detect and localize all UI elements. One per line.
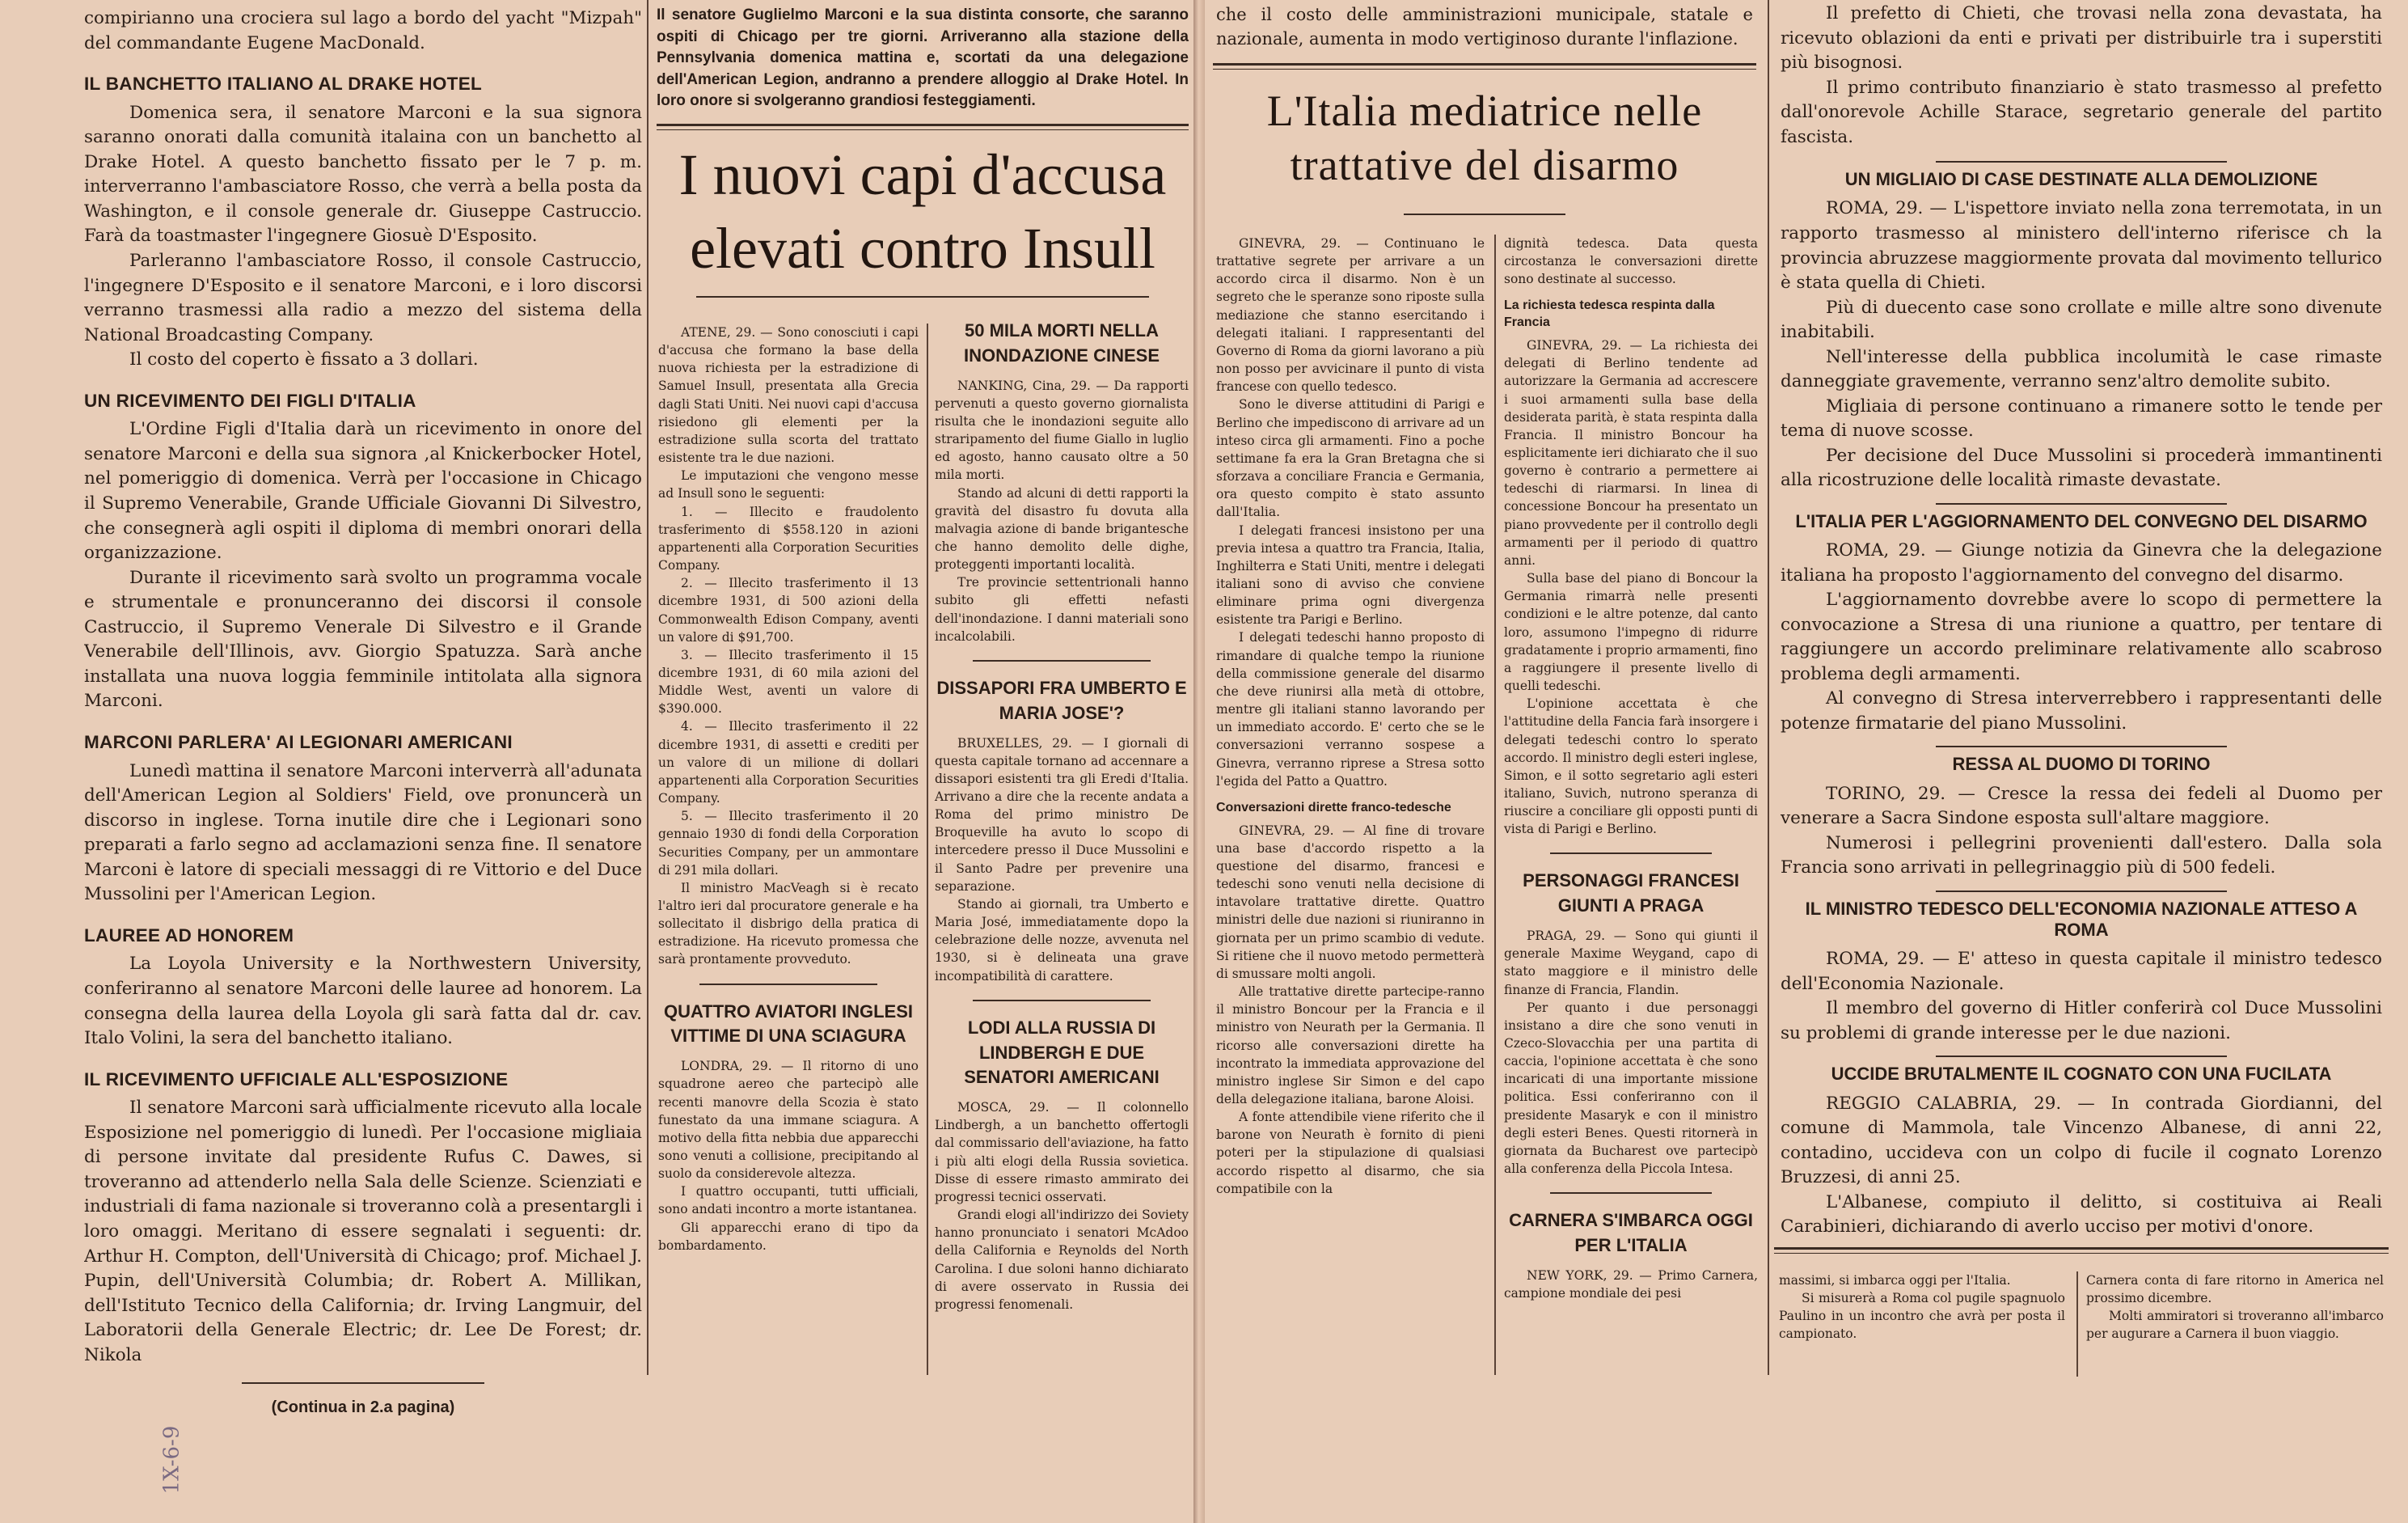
article-paragraph: massimi, si imbarca oggi per l'Italia. bbox=[1779, 1273, 2011, 1288]
section-esposizione bbox=[84, 1069, 642, 1369]
divider bbox=[1404, 214, 1565, 215]
article-heading: CARNERA S'IMBARCA OGGI PER L'ITALIA bbox=[1509, 1210, 1753, 1256]
marconi-caption: Il senatore Guglielmo Marconi e la sua distinta consorte, che saranno ospiti di Chicago per tre giorni. Arriveranno alla stazione della Pennsylvania domenica mattina e, scortati da una delegazione dell'American Legion, andranno a prendere alloggio al Drake Hotel. In loro onore si svolgeranno grandiosi festeggiamenti. bbox=[657, 6, 1189, 110]
article-paragraph: GINEVRA, 29. — La richiesta dei delegati di Berlino tendente ad autorizzare la Germania ad accrescere i suoi armamenti sulla base della desiderata parità, è stata respinta dalla Francia. Il ministro Boncour ha esplicitamente ieri dichiarato che il suo governo è contrario a permettere ai tedeschi di riarmarsi. In linea di concessione Boncour ha presentato un piano provvedente per il controllo degli armamenti per il periodo di quattro anni. bbox=[1504, 338, 1758, 568]
article-paragraph: Stando ad alcuni di detti rapporti la gravità del disastro fu dovuta alla malvagia azione di bande brigantesche che hanno demolito delle dighe, proteggenti importanti località. bbox=[935, 485, 1189, 573]
article-paragraph: 4. — Illecito trasferimento il 22 dicembre 1931, di assetti e crediti per un valore di un milione di dollari appartenenti alla Corporation Securities Company. bbox=[658, 719, 919, 806]
left-newspaper-page bbox=[0, 0, 1195, 1523]
article-paragraph: Il costo del coperto è fissato a 3 dollari. bbox=[129, 349, 479, 370]
carnera-continued-b bbox=[2081, 1271, 2389, 1343]
article-paragraph: Si misurerà a Roma col pugile spagnuolo Paulino in un incontro che avrà per posta il campionato. bbox=[1779, 1291, 2065, 1342]
section-heading: MARCONI PARLERA' AI LEGIONARI AMERICANI bbox=[84, 731, 513, 752]
article-paragraph: Parleranno l'ambasciatore Rosso, il console Castruccio, l'ingegnere D'Esposito e il senatore Marconi, e i loro discorsi verranno trasmessi alla radio a mezzo del sistema della National Broadcasting Company. bbox=[84, 251, 642, 345]
disarmo-article-column bbox=[1211, 235, 1489, 1198]
right-column-1 bbox=[1208, 0, 1761, 236]
article-paragraph: I delegati tedeschi hanno proposto di rimandare di qualche tempo la riunione della commissione generale del disarmo che deve riunirsi alla metà di ottobre, mentre gli italiani stanno lavorando per un immediato accordo. E' certo che se le conversazioni verranno sospese a Ginevra, verranno riprese a Stresa sotto l'egida del Patto a Quattro. bbox=[1216, 630, 1485, 789]
article-paragraph: Lunedì mattina il senatore Marconi interverrà all'adunata dell'American Legion al Soldiers' Field, ove pronuncerà un discorso in inglese. Torna inutile dire che i Legionari sono preparati a farlo segno ad acclamazioni senza fine. Il senatore Marconi è latore di speciali messaggi di re Vittorio e del Duce Mussolini per l'American Legion. bbox=[84, 760, 642, 905]
article-heading: LODI ALLA RUSSIA DI LINDBERGH E DUE SENATORI AMERICANI bbox=[964, 1017, 1160, 1088]
article-heading: DISSAPORI FRA UMBERTO E MARIA JOSE'? bbox=[936, 677, 1187, 723]
article-paragraph: BRUXELLES, 29. — I giornali di questa capitale tornano ad accennare a dissapori esistenti tra gli Eredi d'Italia. Arrivano a dire che la recente andata a Roma del primo ministro De Broqueville ha avuto lo scopo di intercedere presso il Duce Mussolini e il Santo Padre per prevenire una separazione. bbox=[935, 735, 1189, 894]
article-paragraph: Stando ai giornali, tra Umberto e Maria José, immediatamente dopo la celebrazione delle nozze, avvenuta nel 1930, si è delineata una grave incompatibilità di carattere. bbox=[935, 896, 1189, 984]
section-figli-italia bbox=[84, 391, 642, 714]
article-paragraph: PRAGA, 29. — Sono qui giunti il generale Maxime Weygand, capo di stato maggiore e il ministro delle finanze di Francia, Flandin. bbox=[1504, 929, 1758, 997]
headline-rule bbox=[1213, 63, 1756, 70]
article-paragraph: LONDRA, 29. — Il ritorno di uno squadrone aereo che partecipò alle recenti manovre della Scozia è stato funestato da una immane sciagura. A motivo della fitta nebbia due apparecchi sono venuti a collisione, precipitando al suolo da considerevole altezza. bbox=[658, 1059, 919, 1182]
article-paragraph: Il primo contributo finanziario è stato trasmesso al prefetto dall'onorevole Achille Starace, segretario generale del partito fascista. bbox=[1781, 77, 2382, 147]
article-paragraph: Il ministro MacVeagh si è recato l'altro ieri dal procuratore generale e ha sollecitato il disbrigo della pratica di estradizione. Ha ricevuto promessa che sarà prontamente provveduto. bbox=[658, 880, 919, 967]
insull-article-column bbox=[655, 324, 922, 1254]
article-heading: L'ITALIA PER L'AGGIORNAMENTO DEL CONVEGNO DEL DISARMO bbox=[1795, 510, 2368, 531]
divider bbox=[1936, 746, 2227, 747]
section-heading: IL BANCHETTO ITALIANO AL DRAKE HOTEL bbox=[84, 74, 483, 95]
article-paragraph: Per quanto i due personaggi insistano a dire che sono venuti in Czeco-Slovacchia per una partita di caccia, l'opinione accettata è che sono incaricati di una importante missione politica. Essi conferiranno con il presidente Masaryk e con il ministro degli esteri Benes. Questi ritornerà in giornata da Bucharest ove partecipò alla conferenza della Piccola Intesa. bbox=[1504, 1000, 1758, 1177]
article-paragraph: Numerosi i pellegrini provenienti dall'estero. Dalla sola Francia sono arrivati in pellegrinaggio più di 500 fedeli. bbox=[1781, 832, 2382, 878]
article-paragraph: L'Ordine Figli d'Italia darà un ricevimento in onore del senatore Marconi e della sua signora ,al Knickerbocker Hotel, nel pomeriggio di domenica. Verrà per l'occasione in Chicago il Supremo Venerabile, Grande Ufficiale Giovanni Di Silvestro, che consegnerà agli ospiti il diploma di membri onorari della organizzazione. bbox=[84, 419, 642, 564]
article-heading: UN MIGLIAIO DI CASE DESTINATE ALLA DEMOLIZIONE bbox=[1844, 169, 2318, 190]
section-rule bbox=[1774, 1247, 2389, 1254]
left-column-2 bbox=[652, 0, 1193, 306]
article-paragraph: TORINO, 29. — Cresce la ressa dei fedeli al Duomo per venerare a Sacra Sindone esposta sull'altare maggiore. bbox=[1781, 783, 2382, 829]
article-heading: RESSA AL DUOMO DI TORINO bbox=[1952, 754, 2211, 775]
headline-rule bbox=[657, 124, 1189, 130]
right-column-2 bbox=[1499, 235, 1763, 1302]
article-paragraph: Durante il ricevimento sarà svolto un programma vocale e strumentale e pronunceranno dei discorsi il console Castruccio, il Supremo Venerale Di Silvestro e il Grande Venerabile dell'Illinois, avv. Giorgio Spatuzza. Sarà anche installata una nuova loggia femminile intitolata alla signora Marconi. bbox=[84, 567, 642, 712]
article-paragraph: REGGIO CALABRIA, 29. — In contrada Giordianni, del comune di Mammola, tale Vincenzo Albanese, di anni 22, contadino, uccideva con un colpo di fucile il cognato Lorenzo Bruzzesi, di anni 25. bbox=[1781, 1093, 2382, 1188]
left-column-1 bbox=[84, 0, 642, 1417]
article-paragraph: Il prefetto di Chieti, che trovasi nella zona devastata, ha ricevuto oblazioni da enti e privati per distribuirle tra i superstiti più bisognosi. bbox=[1781, 3, 2382, 74]
carnera-continued-a bbox=[1774, 1271, 2070, 1343]
article-paragraph: Il senatore Marconi sarà ufficialmente ricevuto alla locale Esposizione nel pomeriggio di lunedì. Per l'occasione migliaia di persone invitate dal presidente Rufus C. Dawes, si troveranno ad attenderlo nella Sala delle Scienze. Scienziati e industriali di fama nazionale si troveranno colà a presentargli i loro omaggi. Meritano di essere segnalati i seguenti: dr. Arthur H. Compton, dell'Università di Chicago; prof. Michael J. Pupin, dell'Università Columbia; dr. Robert A. Millikan, dell'Istituto Tecnico della California; dr. Irving Langmuir, del Laboratorii della Generale Electric; dr. Lee De Forest; dr. Nikola bbox=[84, 1098, 642, 1365]
article-paragraph: A fonte attendibile viene riferito che il barone von Neurath è fornito di pieni poteri per la stipulazione di qualsiasi accordo rispetto al disarmo, che sia compatibile con la bbox=[1216, 1110, 1485, 1196]
article-paragraph: NANKING, Cina, 29. — Da rapporti pervenuti a questo governo giornalista risulta che le inondazioni seguite allo straripamento del fiume Giallo in luglio ed agosto, hanno causato oltre a 50 mila morti. bbox=[935, 378, 1189, 483]
column-rule bbox=[1494, 235, 1496, 1375]
divider bbox=[973, 660, 1151, 662]
pencil-margin-note: 1X-6-9 bbox=[159, 1425, 184, 1495]
continued-text: che il costo delle amministrazioni municipale, statale e nazionale, aumenta in modo vertiginoso durante l'inflazione. bbox=[1216, 5, 1753, 49]
article-paragraph: NEW YORK, 29. — Primo Carnera, campione mondiale dei pesi bbox=[1504, 1267, 1758, 1301]
article-paragraph: L'Albanese, compiuto il delitto, si costituiva ai Reali Carabinieri, dichiarando di averlo ucciso per motivi d'onore. bbox=[1781, 1191, 2382, 1237]
divider bbox=[1550, 852, 1712, 854]
right-column-3 bbox=[1774, 0, 2389, 1240]
section-heading: LAUREE AD HONOREM bbox=[84, 924, 294, 946]
article-paragraph: Grandi elogi all'indirizzo dei Soviety hanno pronunciato i senatori McAdoo della California e Reynolds del North Carolina. I due soloni hanno dichiarato di avere osservato in Russia dei progressi fenomenali. bbox=[935, 1208, 1189, 1312]
divider bbox=[973, 1000, 1151, 1001]
headline-insull: I nuovi capi d'accusa elevati contro Insull bbox=[678, 142, 1167, 281]
article-paragraph: ROMA, 29. — Giunge notizia da Ginevra che la delegazione italiana ha proposto l'aggiornamento del convegno del disarmo. bbox=[1781, 540, 2382, 586]
section-heading: IL RICEVIMENTO UFFICIALE ALL'ESPOSIZIONE bbox=[84, 1068, 509, 1089]
article-paragraph: Carnera conta di fare ritorno in America nel prossimo dicembre. bbox=[2086, 1273, 2384, 1306]
article-paragraph: ROMA, 29. — L'ispettore inviato nella zona terremotata, in un rapporto trasmesso al ministero dell'interno riferisce ch la provincia abruzzese maggiormente provata dal movimento tellurico è stata quella di Chieti. bbox=[1781, 198, 2382, 294]
article-paragraph: ROMA, 29. — E' atteso in questa capitale il ministro tedesco dell'Economia Nazionale. bbox=[1781, 949, 2382, 994]
continued-note: (Continua in 2.a pagina) bbox=[271, 1398, 455, 1417]
divider bbox=[1936, 161, 2227, 163]
column-rule bbox=[647, 0, 648, 1375]
divider bbox=[1550, 1192, 1712, 1194]
divider bbox=[242, 1382, 484, 1384]
subheading: Conversazioni dirette franco-tedesche bbox=[1216, 800, 1451, 814]
left-column-3 bbox=[932, 315, 1192, 1314]
article-paragraph: L'aggiornamento dovrebbe avere lo scopo di permettere la convocazione a Stresa di una riunione a quattro, per tentare di raggiungere un accordo preliminare relativamente allo scabroso problema degli armamenti. bbox=[1781, 590, 2382, 684]
article-paragraph: La Loyola University e la Northwestern University, conferiranno al senatore Marconi delle lauree ad honorem. La consegna della laurea della Loyola gli sarà fatta dal dr. cav. Italo Volini, la sera del banchetto italiano. bbox=[84, 954, 642, 1049]
section-heading: UN RICEVIMENTO DEI FIGLI D'ITALIA bbox=[84, 390, 416, 411]
article-paragraph: 1. — Illecito e fraudolento trasferimento di $558.120 in azioni appartenenti alla Corporation Securities Company. bbox=[658, 504, 919, 573]
article-paragraph: Sulla base del piano di Boncour la Germania rimarrà nelle presenti condizioni e le altre potenze, dal canto loro, assumono l'impegno di ridurre gradatamente i proprio armamenti, fino a raggiungere il presente livello di quelli tedeschi. bbox=[1504, 571, 1758, 694]
article-paragraph: Nell'interesse della pubblica incolumità le case rimaste danneggiate gravemente, verranno senz'altro demolite subito. bbox=[1781, 346, 2382, 392]
column-rule bbox=[1768, 0, 1769, 1375]
article-paragraph: GINEVRA, 29. — Continuano le trattative segrete per arrivare a un accordo circa il disarmo. Non è un segreto che le speranze sono riposte sulla mediazione che stanno esercitando i delegati italiani. I rappresentanti del Governo di Roma da giorni lavorano a più non posso per avvicinare il punto di vista francese con quello tedesco. bbox=[1216, 236, 1485, 395]
section-lauree bbox=[84, 925, 642, 1051]
article-paragraph: GINEVRA, 29. — Al fine di trovare una base d'accordo rispetto a la questione del disarmo, francesi e tedeschi sono venuti nella decisione di intavolare trattative dirette. Quattro ministri delle due nazioni si riuniranno in giornata per un primo scambio di vedute. Si ritiene che il nuovo metodo permetterà di smussare molti angoli. bbox=[1216, 823, 1485, 981]
subheading: La richiesta tedesca respinta dalla Francia bbox=[1504, 298, 1715, 330]
article-paragraph: Migliaia di persone continuano a rimanere sotto le tende per tema di nuove scosse. bbox=[1781, 396, 2382, 442]
column-rule bbox=[2076, 1271, 2078, 1377]
section-legionari bbox=[84, 732, 642, 907]
continued-text: compirianno una crociera sul lago a bordo del yacht "Mizpah" del commandante Eugene MacDonald. bbox=[84, 8, 642, 53]
divider bbox=[696, 296, 1149, 298]
article-paragraph: 5. — Illecito trasferimento il 20 gennaio 1930 di fondi della Corporation Securities Company, per un ammontare di 291 mila dollari. bbox=[658, 809, 919, 878]
divider bbox=[699, 984, 877, 985]
article-paragraph: Gli apparecchi erano di tipo da bombardamento. bbox=[658, 1220, 919, 1253]
right-newspaper-page bbox=[1205, 0, 2408, 1523]
article-paragraph: L'opinione accettata è che l'attitudine della Fancia farà insorgere i delegati tedeschi contro lo sperato accordo. Il ministro degli esteri inglese, Simon, e il sotto segretario agli esteri italiano, Suvich, nutrono speranza di riuscire a conciliare gli opposti punti di vista di Parigi e Berlino. bbox=[1504, 696, 1758, 837]
article-paragraph: MOSCA, 29. — Il colonnello Lindbergh, a un banchetto offertogli dal commissario dell'aviazione, ha fatto i più alti elogi della Russia sovietica. Disse di essere rimasto ammirato dei progressi tecnici osservati. bbox=[935, 1100, 1189, 1204]
article-paragraph: Tre provincie settentrionali hanno subito gli effetti nefasti dell'inondazione. I danni materiali sono incalcolabili. bbox=[935, 575, 1189, 644]
article-paragraph: Domenica sera, il senatore Marconi e la sua signora saranno onorati dalla comunità italaina con un banchetto al Drake Hotel. A questo banchetto fissato per le 7 p. m. interverranno l'ambasciatore Rosso, che verrà a bella posta da Washington, e il console generale dr. Giuseppe Castruccio. Farà da toastmaster l'ingegnere Giosuè D'Esposito. bbox=[84, 102, 642, 247]
article-paragraph: 3. — Illecito trasferimento il 15 dicembre 1931, di 60 mila azioni del Middle West, aventi un valore di $390.000. bbox=[658, 647, 919, 717]
headline-disarmo: L'Italia mediatrice nelle trattative del disarmo bbox=[1266, 86, 1703, 189]
article-paragraph: Le imputazioni che vengono messe ad Insull sono le seguenti: bbox=[658, 468, 919, 501]
article-paragraph: Il membro del governo di Hitler conferirà col Duce Mussolini su problemi di grande interesse per le due nazioni. bbox=[1781, 998, 2382, 1043]
article-paragraph: 2. — Illecito trasferimento il 13 dicembre 1931, di 500 azioni della Commonwealth Edison Company, aventi un valore di $91,700. bbox=[658, 576, 919, 645]
divider bbox=[1936, 503, 2227, 505]
article-heading: PERSONAGGI FRANCESI GIUNTI A PRAGA bbox=[1523, 870, 1739, 916]
column-rule bbox=[927, 324, 928, 1375]
article-heading: 50 MILA MORTI NELLA INONDAZIONE CINESE bbox=[963, 320, 1160, 366]
article-heading: QUATTRO AVIATORI INGLESI VITTIME DI UNA SCIAGURA bbox=[664, 1001, 913, 1047]
divider bbox=[1936, 1056, 2227, 1057]
article-paragraph: Sono le diverse attitudini di Parigi e Berlino che impediscono di arrivare ad un inteso circa gli armamenti. Fino a poche settimane fa era la Gran Bretagna che si sforzava a conciliare Francia e Germania, ora questo compito è stato assunto dall'Italia. bbox=[1216, 397, 1485, 520]
article-paragraph: ATENE, 29. — Sono conosciuti i capi d'accusa che formano la base della nuova richiesta per la estradizione di Samuel Insull, presentata alla Grecia dagli Stati Uniti. Nei nuovi capi d'accusa risiedono gli elementi per la estradizione sulla scorta del trattato esistente tra le due nazioni. bbox=[658, 325, 919, 466]
article-paragraph: I delegati francesi insistono per una previa intesa a quattro tra Francia, Italia, Inghilterra e Stati Uniti, mentre i delegati italiani sono di avviso che conviene eliminare prima ogni divergenza esistente tra Parigi e Berlino. bbox=[1216, 522, 1485, 628]
divider bbox=[1936, 891, 2227, 892]
article-paragraph: Più di duecento case sono crollate e mille altre sono divenute inabitabili. bbox=[1781, 297, 2382, 343]
article-paragraph: I quattro occupanti, tutti ufficiali, sono andati incontro a morte istantanea. bbox=[658, 1184, 919, 1217]
section-banchetto bbox=[84, 74, 642, 373]
article-heading: UCCIDE BRUTALMENTE IL COGNATO CON UNA FUCILATA bbox=[1831, 1064, 2332, 1085]
article-heading: IL MINISTRO TEDESCO DELL'ECONOMIA NAZIONALE ATTESO A ROMA bbox=[1805, 898, 2358, 941]
article-paragraph: Alle trattative dirette partecipe-ranno il ministro Boncour per la Francia e il ministro von Neurath per la Germania. Il ricorso alle conversazioni dirette ha incontrato la immediata approvazione del ministro inglese Sir Simon e del capo della delegazione italiana, barone Aloisi. bbox=[1216, 984, 1485, 1106]
article-paragraph: Al convegno di Stresa interverrebbero i rappresentanti delle potenze firmatarie del piano Mussolini. bbox=[1781, 688, 2382, 734]
article-paragraph: Molti ammiratori si troveranno all'imbarco per augurare a Carnera il buon viaggio. bbox=[2086, 1309, 2384, 1342]
article-paragraph: dignità tedesca. Data questa circostanza le conversazioni dirette sono destinate al successo. bbox=[1504, 236, 1758, 287]
article-paragraph: Per decisione del Duce Mussolini si procederà immantinenti alla ricostruzione delle località rimaste devastate. bbox=[1781, 445, 2382, 491]
